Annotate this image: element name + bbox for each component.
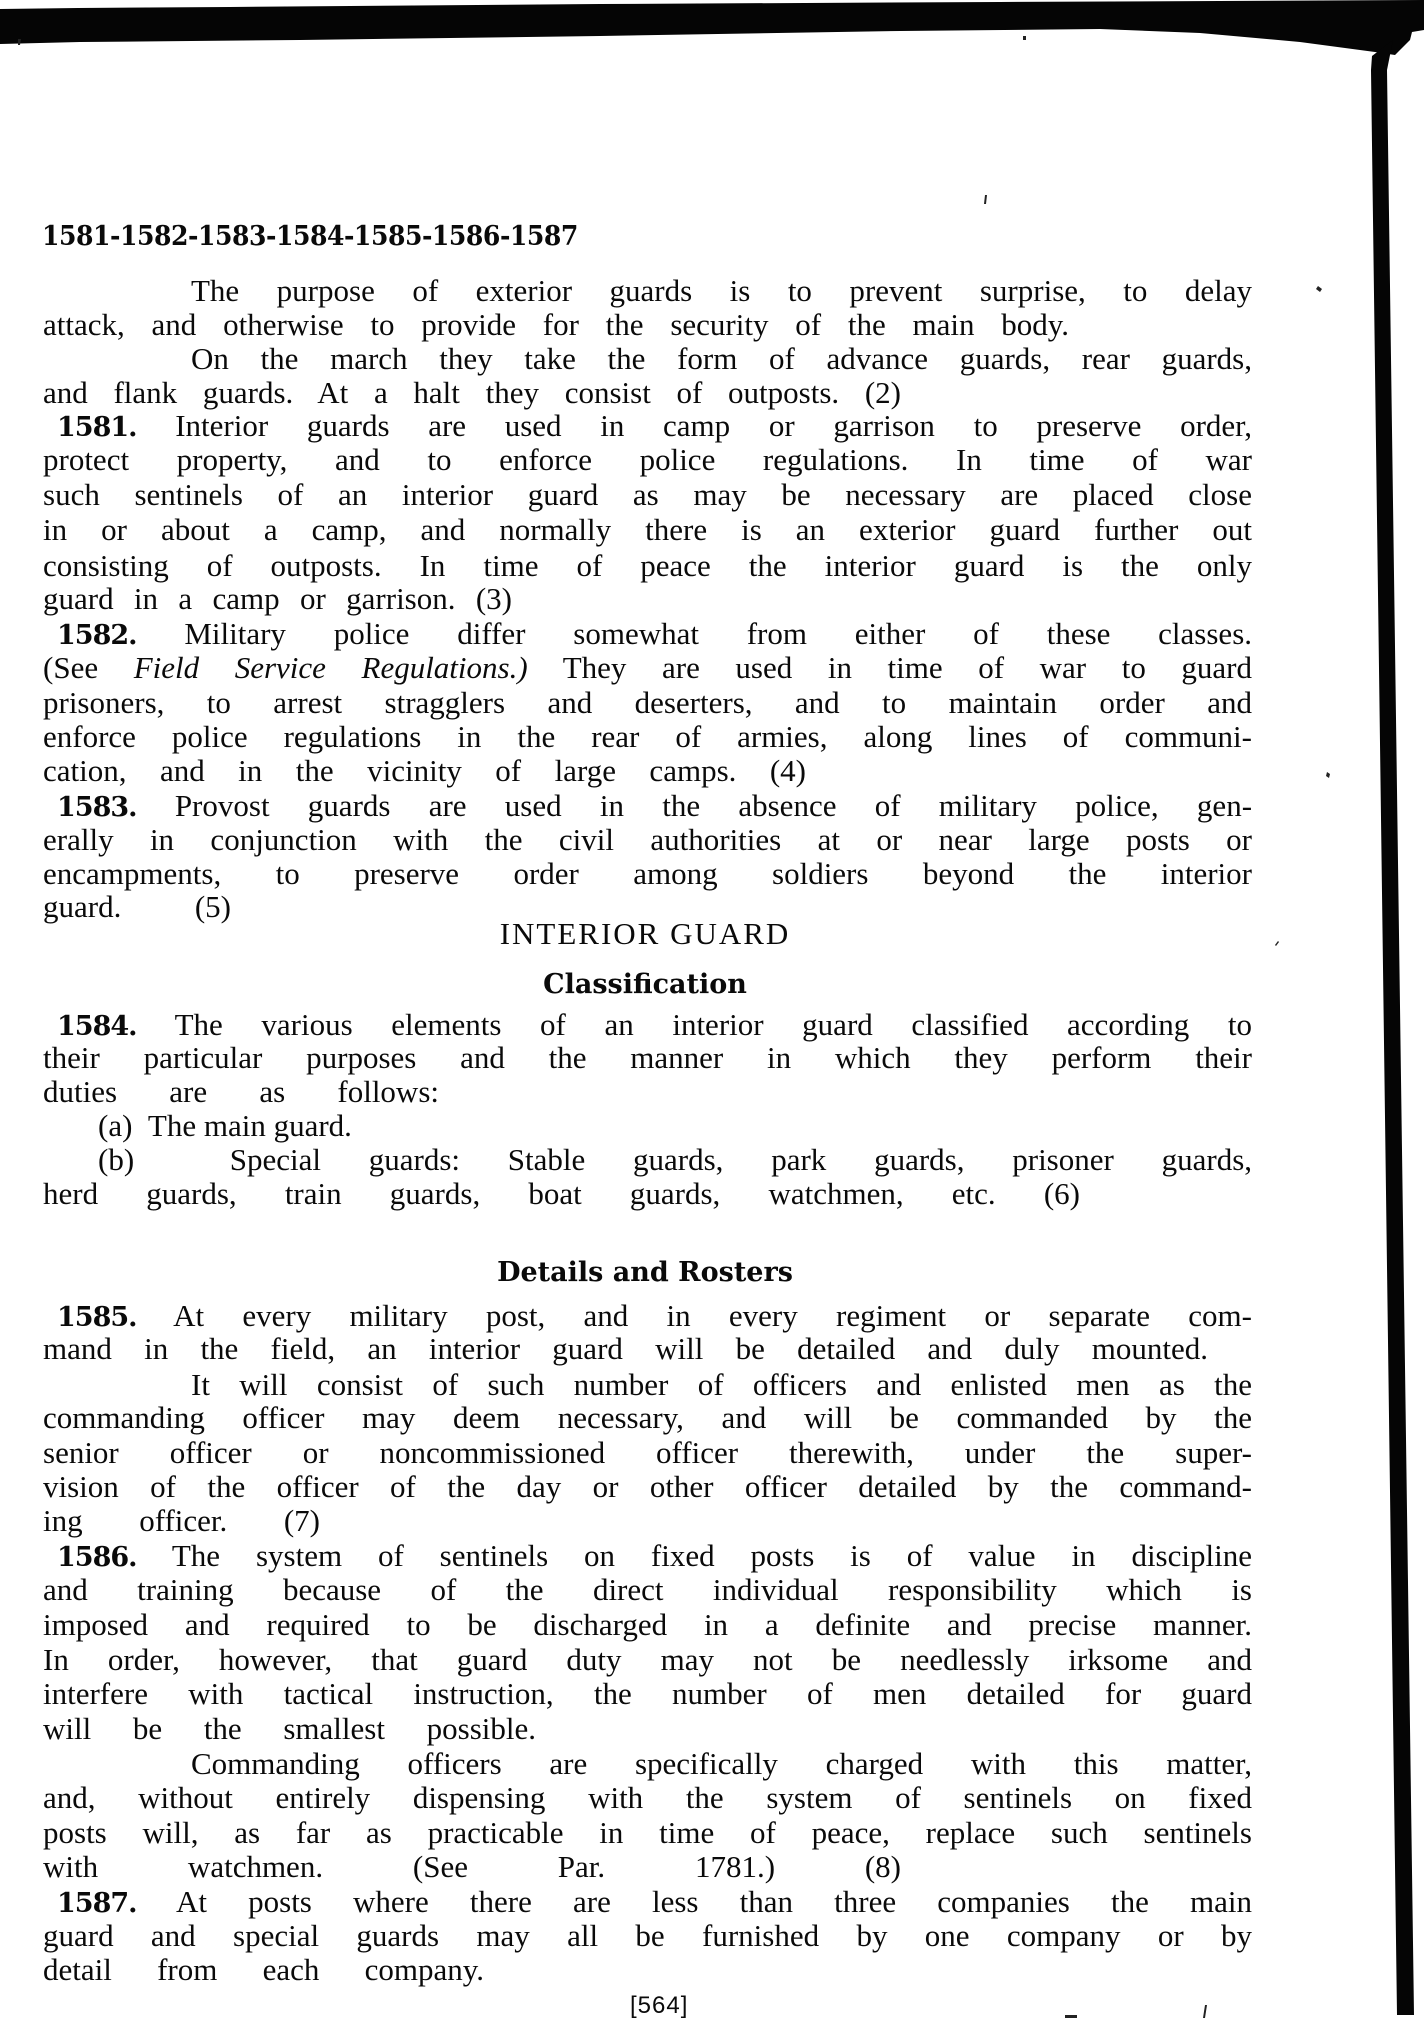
text-line: imposed and required to be discharged in a definite and precise manner.: [43, 1607, 1252, 1642]
text-line: vision of the officer of the day or other officer detailed by the command-: [43, 1469, 1252, 1504]
text-line: In order, however, that guard duty may not be needlessly irksome and: [43, 1642, 1252, 1677]
heading-details-and-rosters: Details and Rosters: [497, 1257, 793, 1288]
text-line: It will consist of such number of officers and enlisted men as the: [191, 1367, 1252, 1402]
heading-classification: Classification: [543, 969, 747, 1000]
page-number: [564]: [630, 1992, 689, 2019]
text-line: in or about a camp, and normally there is an exterior guard further out: [43, 512, 1252, 547]
text-line: mand in the field, an interior guard will be detailed and duly mounted.: [43, 1331, 1208, 1366]
text-line: herd guards, train guards, boat guards, watchmen, etc. (6): [43, 1176, 1080, 1211]
text-line: attack, and otherwise to provide for the security of the main body.: [43, 307, 1069, 342]
paragraph-number: 1584.: [57, 1011, 137, 1042]
text-line: Commanding officers are specifically charged with this matter,: [191, 1746, 1252, 1781]
paragraph-1586-first-line: 1586. The system of sentinels on fixed posts is of value in discipline: [57, 1538, 1252, 1573]
text-line: and, without entirely dispensing with the system of sentinels on fixed: [43, 1780, 1252, 1815]
text-line: and flank guards. At a halt they consist of outposts. (2): [43, 375, 901, 410]
paragraph-1581-first-line: 1581. Interior guards are used in camp or garrison to preserve order,: [57, 408, 1252, 443]
text-line: guard in a camp or garrison. (3): [43, 581, 512, 616]
text-line: consisting of outposts. In time of peace the interior guard is the only: [43, 548, 1252, 583]
text-line: posts will, as far as practicable in time of peace, replace such sentinels: [43, 1815, 1252, 1850]
text-line: commanding officer may deem necessary, and will be commanded by the: [43, 1400, 1252, 1435]
paragraph-number: 1587.: [57, 1888, 137, 1919]
text-line: cation, and in the vicinity of large camps. (4): [43, 753, 806, 788]
text-line: enforce police regulations in the rear of armies, along lines of communi-: [43, 719, 1252, 754]
paragraph-1587-first-line: 1587. At posts where there are less than three companies the main: [57, 1884, 1252, 1919]
text-line: duties are as follows:: [43, 1074, 439, 1109]
text-line: their particular purposes and the manner in which they perform their: [43, 1040, 1252, 1075]
text-line: such sentinels of an interior guard as may be necessary are placed close: [43, 477, 1252, 512]
text-line: interfere with tactical instruction, the number of men detailed for guard: [43, 1676, 1252, 1711]
paragraph-number: 1586.: [57, 1542, 137, 1573]
text-line: guard. (5): [43, 889, 231, 924]
paragraph-1582-first-line: 1582. Military police differ somewhat from either of these classes.: [57, 616, 1253, 651]
paragraph-1585-first-line: 1585. At every military post, and in every regiment or separate com-: [57, 1298, 1252, 1333]
text-line: encampments, to preserve order among soldiers beyond the interior: [43, 856, 1252, 891]
text-line: detail from each company.: [43, 1952, 484, 1987]
text-line: ing officer. (7): [43, 1503, 320, 1538]
list-item-a: (a) The main guard.: [98, 1108, 352, 1143]
paragraph-number: 1582.: [57, 620, 137, 651]
paragraph-1583-first-line: 1583. Provost guards are used in the absence of military police, gen-: [57, 788, 1253, 823]
paragraph-number: 1583.: [57, 792, 137, 823]
text-line: prisoners, to arrest stragglers and deserters, and to maintain order and: [43, 685, 1252, 720]
field-service-regulations-citation: Field Service Regulations.): [133, 650, 528, 685]
text-line: with watchmen. (See Par. 1781.) (8): [43, 1849, 901, 1884]
list-item-b: (b) Special guards: Stable guards, park guards, prisoner guards,: [98, 1142, 1253, 1177]
text-line: senior officer or noncommissioned officer therewith, under the super-: [43, 1435, 1252, 1470]
heading-interior-guard: INTERIOR GUARD: [499, 916, 791, 951]
text-line: The purpose of exterior guards is to prevent surprise, to delay: [191, 273, 1252, 308]
text-line: protect property, and to enforce police regulations. In time of war: [43, 442, 1252, 477]
text-line: and training because of the direct individual responsibility which is: [43, 1572, 1252, 1607]
paragraph-number: 1585.: [57, 1302, 137, 1333]
text-line: guard and special guards may all be furnished by one company or by: [43, 1918, 1252, 1953]
scan-top-border: [0, 0, 1424, 70]
text-line: (See Field Service Regulations.) They are used in time of war to guard: [43, 650, 1252, 685]
text-line: erally in conjunction with the civil authorities at or near large posts or: [43, 822, 1252, 857]
section-range-header: 1581-1582-1583-1584-1585-1586-1587: [42, 221, 578, 252]
paragraph-1584-first-line: 1584. The various elements of an interior guard classified according to: [57, 1007, 1252, 1042]
text-line: On the march they take the form of advance guards, rear guards,: [191, 341, 1252, 376]
paragraph-number: 1581.: [57, 412, 137, 443]
text-line: will be the smallest possible.: [43, 1711, 536, 1746]
